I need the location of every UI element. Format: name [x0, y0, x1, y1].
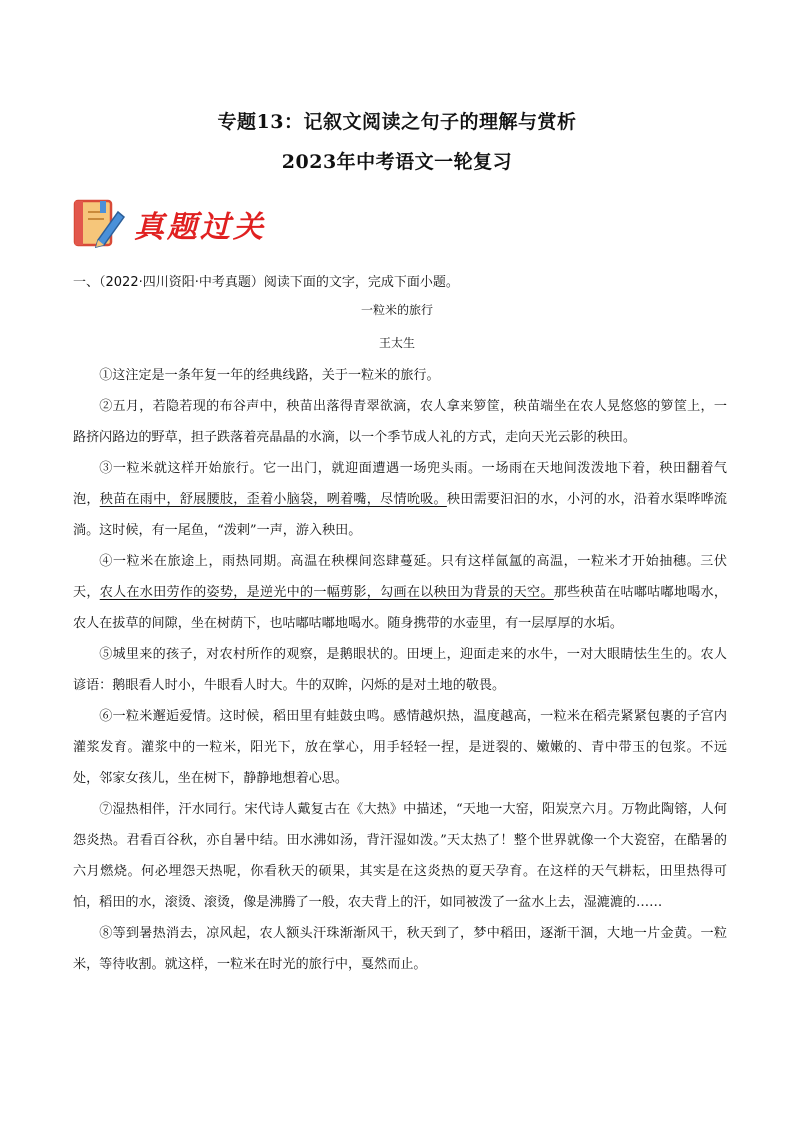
paragraph-6: ⑥一粒米邂逅爱情。这时候，稻田里有蛙鼓虫鸣。感情越炽热，温度越高，一粒米在稻壳紧紧包裹的子宫内灌浆发育。灌浆中的一粒米，阳光下，放在掌心，用手轻轻一捏，是迸裂的、嫩嫩的、青中带玉的包浆。不远处，邻家女孩儿，坐在树下，静静地想着心思。: [73, 709, 727, 786]
section-badge: [72, 198, 272, 248]
paragraph-4-part-a: ④一粒米在旅途上，雨热同期。高温在秧棵间恣肆蔓延。只有这样氤氲的高温，一粒米才开始抽穗。三伏天，: [73, 554, 727, 600]
paragraph-2: ②五月，若隐若现的布谷声中，秧苗出落得青翠欲滴，农人拿来箩筐，秧苗端坐在农人晃悠悠的箩筐上，一路挤闪路边的野草，担子跌落着亮晶晶的水滴，以一个季节成人礼的方式，走向天光云影的秧田。: [73, 399, 727, 445]
paragraph-4-part-b: 那些秧苗在咕嘟咕嘟地喝水，农人在拔草的间隙，坐在树荫下，也咕嘟咕嘟地喝水。随身携带的水壶里，有一层厚厚的水垢。: [73, 585, 728, 631]
question-intro: 一、（2022·四川资阳·中考真题）阅读下面的文字，完成下面小题。: [73, 275, 459, 290]
article-body: [73, 360, 727, 980]
notebook-pencil-icon: [72, 198, 128, 248]
underlined-sentence-1: 秧苗在雨中，舒展腰肢，歪着小脑袋，咧着嘴，尽情吮吸。: [99, 492, 447, 507]
underlined-sentence-2: 农人在水田劳作的姿势，是逆光中的一幅剪影，勾画在以秧田为背景的天空。: [99, 585, 554, 600]
page-subtitle: 2023年中考语文一轮复习: [281, 151, 513, 173]
paragraph-8: ⑧等到暑热消去，凉风起，农人额头汗珠渐渐风干，秋天到了，梦中稻田，逐渐干涸，大地一片金黄。一粒米，等待收割。就这样，一粒米在时光的旅行中，戛然而止。: [73, 926, 727, 972]
paragraph-3: [73, 453, 727, 546]
paragraph-4: [73, 546, 727, 639]
article-title: 一粒米的旅行: [360, 303, 433, 317]
paragraph-5: ⑤城里来的孩子，对农村所作的观察，是鹅眼状的。田埂上，迎面走来的水牛，一对大眼睛怯生生的。农人谚语：鹅眼看人时小，牛眼看人时大。牛的双眸，闪烁的是对土地的敬畏。: [73, 647, 727, 693]
article-author: 王太生: [378, 336, 415, 350]
page-title: 专题13：记叙文阅读之句子的理解与赏析: [217, 111, 577, 133]
paragraph-3-part-a: ③一粒米就这样开始旅行。它一出门，就迎面遭遇一场兜头雨。一场雨在天地间泼泼地下着，秧田翻着气泡，: [73, 461, 727, 507]
paragraph-3-part-b: 秧田需要汩汩的水，小河的水，沿着水渠哗哗流淌。这时候，有一尾鱼，“泼剌”一声，游入秧田。: [73, 492, 728, 538]
badge-label: 真题过关: [134, 210, 266, 245]
paragraph-7: ⑦湿热相伴，汗水同行。宋代诗人戴复古在《大热》中描述，“天地一大窑，阳炭烹六月。万物此陶镕，人何怨炎热。君看百谷秋，亦自暑中结。田水沸如汤，背汗湿如泼。”天太热了！整个世界就像一个大瓷窑，在酷暑的六月燃烧。何必埋怨天热呢，你看秋天的硕果，其实是在这炎热的夏天孕育。在这样的天气耕耘，田里热得可怕，稻田的水，滚烫、滚烫，像是沸腾了一般，农夫背上的汗，如同被泼了一盆水上去，湿漉漉的……: [73, 802, 727, 910]
paragraph-1: ①这注定是一条年复一年的经典线路，关于一粒米的旅行。: [99, 368, 440, 383]
